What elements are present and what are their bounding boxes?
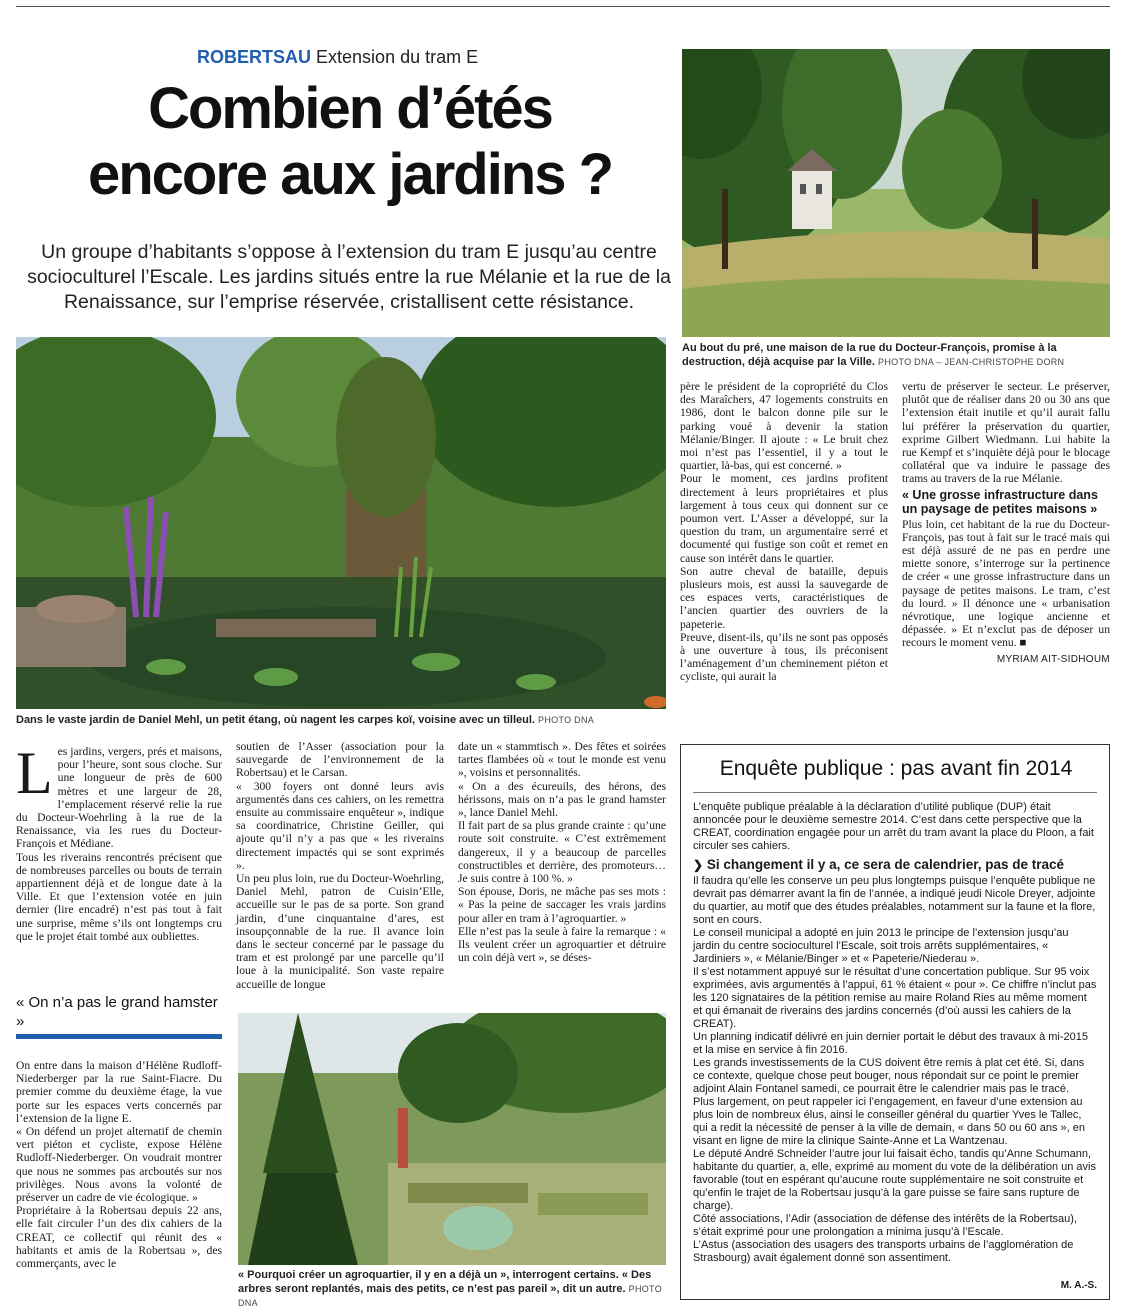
box-paragraph: Le député André Schneider l’autre jour lui faisait écho, tandis qu’Anne Schumann, habitante du quartier, a, elle, exprimé au moment du vote de la délibération un avis favorable (tout en espérant qu’aucune route supplémentaire ne soit construite et qu’enfin le trajet de la Robertsau jusqu’à la gare puisse se faire sans rupture de charge). xyxy=(693,1148,1096,1212)
article-paragraph: es jardins, vergers, prés et maisons, pour l’heure, sont sous cloche. Sur une longueur de près de 600 mètres et une largeur de 28, l’emplacement réservé relie la rue du Docteur-Woehrling à la rue de la Renaissance, via les rues du Docteur-François et Médiane. xyxy=(16,745,222,851)
meadow-photo-credit: PHOTO DNA – JEAN-CHRISTOPHE DORN xyxy=(878,357,1065,367)
article-paragraph: Un peu plus loin, rue du Docteur-Woehrling, Daniel Mehl, patron de Cuisin’Elle, accueille sur le pas de sa porte. Son grand jardin, d’une cinquantaine d’ares, est insoupçonnable de la rue. Il avance loin dans le secteur concerné par le passage du tram et est prolongé par une parcelle qu’il loue à la municipalité. Son vaste repaire accueille de longue xyxy=(236,872,444,991)
article-column-1b xyxy=(16,1059,222,1270)
box-paragraph: Un planning indicatif délivré en juin dernier portait le début des travaux à mi-2015 et la mise en service à fin 2016. xyxy=(693,1031,1089,1056)
box-body xyxy=(693,801,1097,1292)
box-title: Enquête publique : pas avant fin 2014 xyxy=(719,757,1073,780)
box-paragraph: L’Astus (association des usagers des transports urbains de l’agglomération de Strasbourg) avait également donné son assentiment. xyxy=(693,1239,1074,1264)
box-paragraph: Les grands investissements de la CUS doivent être remis à plat cet été. Si, dans ce contexte, quelque chose peut bouger, nous répondait sur ce point le premier adjoint Alain Fontanel samedi, ce pourrait être le calendrier mais pas le tracé. xyxy=(693,1057,1085,1095)
box-subhead-text: Si changement il y a, ce sera de calendrier, pas de tracé xyxy=(706,857,1065,872)
article-paragraph: soutien de l’Asser (association pour la sauvegarde de l’environnement de la Robertsau) et le Carsan. xyxy=(236,740,444,780)
article-paragraph: Il fait part de sa plus grande crainte : qu’une route soit construite. « C’est extrêmement dangereux, il y a beaucoup de parcelles constructibles et derrière, des promoteurs… Je suis contre à 100 %. » xyxy=(458,819,666,886)
kicker-topic: Extension du tram E xyxy=(316,47,479,67)
article-paragraph: Tous les riverains rencontrés précisent que de nombreuses parcelles ou bouts de terrain appartiennent déjà et de longue date à la Ville. Et que l’extension votée en juin dernier (lire encadré) n’est pas tout à fait une surprise, même s’ils ont longtemps cru que le projet était tombé aux oubliettes. xyxy=(16,850,222,943)
article-paragraph: « 300 foyers ont donné leurs avis argumentés dans ces cahiers, on les remettra ensuite au commissaire enquêteur », indique sa coordinatrice, Christine Geiller, qui ajoute qu’il n’y a pas que « les riverains directement impactés qui se sont exprimés ». xyxy=(236,779,444,872)
meadow-caption xyxy=(682,341,1110,369)
box-signature: M. A.-S. xyxy=(1060,1280,1097,1291)
pond-photo-credit: PHOTO DNA xyxy=(538,715,595,725)
garden-photo[interactable] xyxy=(238,1013,666,1265)
box-intro: L’enquête publique préalable à la déclaration d’utilité publique (DUP) était annoncée pour le deuxième semestre 2014. C’est dans cette perspective que la CREAT, coordination engagée pour un arrêt du tram avant la place du Ploon, a fait circuler ses cahiers. xyxy=(693,801,1094,852)
box-subhead xyxy=(693,857,1097,873)
author-signature: MYRIAM AIT-SIDHOUM xyxy=(996,653,1110,665)
meadow-photo-image xyxy=(682,49,1110,337)
article-paragraph: Preuve, disent-ils, qu’ils ne sont pas opposés à une ouverture à tous, ils préconisent l’aménagement d’un cheminement piéton et cycliste, qui aurait la xyxy=(680,630,888,684)
meadow-caption-text: Au bout du pré, une maison de la rue du Docteur-François, promise à la destruction, déjà acquise par la Ville. xyxy=(682,342,1057,368)
pond-caption xyxy=(16,713,666,727)
article-paragraph: Elle n’est pas la seule à faire la remarque : « Ils veulent créer un agroquartier et détruire un coin déjà vert », se déses- xyxy=(458,924,666,965)
headline-line1: Combien d’étés xyxy=(148,76,552,141)
article-paragraph: « On défend un projet alternatif de chemin vert piéton et cycliste, expose Hélène Rudloff-Niederberger. On voudrait montrer que nous ne sommes pas arcboutés sur nos privilèges. Nous avons la volonté de préserver un cadre de vie écologique. » xyxy=(16,1125,222,1205)
article-column-5 xyxy=(902,380,1110,666)
meadow-photo[interactable] xyxy=(682,49,1110,337)
box-paragraph: Il s’est notamment appuyé sur le résultat d’une concertation publique. Sur 95 voix exprimées, avis argumentés à l’appui, 61 % étaient « pour ». Ce chiffre n’inclut pas les 120 signataires de la pétition remise au maire Roland Ries au même moment et qui émanait de riverains des jardins concernés (d’où aussi les cahiers de la CREAT). xyxy=(693,966,1097,1030)
subhead-infrastructure: « Une grosse infrastructure dans un paysage de petites maisons » xyxy=(902,487,1098,516)
article-paragraph: On entre dans la maison d’Hélène Rudloff-Niederberger par la rue Saint-Fiacre. Du premier comme du deuxième étage, la vue porte sur les espaces verts concernés par l’extension de la ligne E. xyxy=(16,1059,222,1125)
kicker-rubric[interactable]: ROBERTSAU xyxy=(197,47,312,67)
kicker xyxy=(197,47,478,68)
article-paragraph: père le président de la copropriété du Clos des Maraîchers, 47 logements construits en 1986, dont le balcon donne pile sur le parking voué à devenir la station Mélanie/Binger. Il ajoute : « Le bruit chez moi n’est pas l’essentiel, il y a tout le quartier, là-bas, qui est concerné. » xyxy=(680,380,888,473)
article-paragraph: date un « stammtisch ». Des fêtes et soirées tartes flambées où « tout le monde est venu », voisins et personnalités. xyxy=(458,740,666,780)
box-paragraph: Côté associations, l’Adir (association de défense des intérêts de la Robertsau), s’était exprimé pour une prolongation a minima jusqu’à l’Escale. xyxy=(693,1213,1077,1238)
box-paragraph: Il faudra qu’elle les conserve un peu plus longtemps puisque l’enquête publique ne devrait pas démarrer avant la fin de l’année, a indiqué jeudi Nicole Dreyer, adjointe du quartier, au motif que des études préalables, notamment sur la faune et la flore, sont en cours. xyxy=(693,875,1096,926)
article-paragraph: Son épouse, Doris, ne mâche pas ses mots : « Pas la peine de saccager les vrais jardins pour aller en tram à l’agroquartier. » xyxy=(458,885,666,925)
box-rule xyxy=(693,792,1097,793)
top-rule xyxy=(16,6,1110,7)
box-paragraph: Plus largement, on peut rappeler ici l’engagement, en faveur d’une extension au plus loin de nombreux élus, ainsi le conseiller général du quartier Yves le Tallec, qui a redit la nécessité de penser à la ville de demain, « dans 50 ou 60 ans », en visant en ligne de mire la clinique Sainte-Anne et La Wantzenau. xyxy=(693,1096,1085,1147)
pond-photo-image xyxy=(16,337,666,709)
garden-caption-text: « Pourquoi créer un agroquartier, il y en a déjà un », interrogent certains. « Des arbres seront replantés, mais des petits, ce n’est pas pareil », dit un autre. xyxy=(238,1269,652,1295)
garden-photo-image xyxy=(238,1013,666,1265)
garden-caption xyxy=(238,1268,666,1310)
article-paragraph: Propriétaire à la Robertsau depuis 22 ans, elle fait circuler l’un des dix cahiers de la CREAT, ce collectif qui réunit des « habitants et amis de la Robertsau », des commerçants, avec le xyxy=(16,1204,222,1271)
garden-photo-credit: PHOTO DNA xyxy=(238,1284,662,1308)
subhead-hamster: « On n’a pas le grand hamster » xyxy=(16,994,218,1030)
pond-caption-text: Dans le vaste jardin de Daniel Mehl, un petit étang, où nagent les carpes koï, voisine avec un tilleul. xyxy=(16,714,535,726)
article-paragraph: Son autre cheval de bataille, depuis plusieurs mois, est aussi la sauvegarde de ces espaces verts, caractéristiques de l’ancien quartier des ouvriers de la papeterie. xyxy=(680,564,888,631)
headline-line2: encore aux jardins ? xyxy=(87,142,613,207)
article-column-4 xyxy=(680,380,888,684)
pond-photo[interactable] xyxy=(16,337,666,709)
headline xyxy=(30,76,670,208)
chapo: Un groupe d’habitants s’oppose à l’extension du tram E jusqu’au centre socioculturel l’Escale. Les jardins situés entre la rue Mélanie et la rue de la Renaissance, sur l’emprise réservée, cristallisent cette résistance. xyxy=(27,241,671,313)
subhead-bar xyxy=(16,1034,222,1039)
article-paragraph: Pour le moment, ces jardins profitent directement à leurs propriétaires et plus largement à tous ceux qui donnent sur ce poumon vert. L’Asser a développé, sur la question du tram, un argumentaire serré et documenté qui fustige son coût et remet en cause son intérêt dans le quartier. xyxy=(680,472,888,565)
article-column-1 xyxy=(16,740,222,943)
chevron-right-icon: ❯ xyxy=(693,858,704,872)
article-paragraph: Plus loin, cet habitant de la rue du Docteur-François, pas tout à fait sur le tracé mais qui est déjà assuré de ne pas en perdre une miette sonore, s’interroge sur la pertinence de créer « une grosse infrastructure dans un paysage de petites maisons. Le tram, c’est du lourd. » Il dénonce une « urbanisation névrotique, une logique ancienne et dépassée. » Et n’exclut pas de déposer un recours le moment venu. ■ xyxy=(902,517,1110,650)
article-column-3 xyxy=(458,740,666,964)
enquete-box xyxy=(680,744,1110,1300)
article-paragraph: vertu de préserver le secteur. Le préserver, plutôt que de réaliser dans 20 ou 30 ans que l’extension était inutile et qu’il aurait fallu lui préférer la préservation du quartier, exprime Gilbert Wiedmann. Lui habite la rue Kempf et s’inquiète déjà pour le blocage collatéral que va induire le passage des trams au travers de la rue Mélanie. xyxy=(902,380,1110,486)
article-column-2 xyxy=(236,740,444,991)
box-paragraph: Le conseil municipal a adopté en juin 2013 le principe de l’extension jusqu’au jardin du centre socioculturel l’Escale, soit trois arrêts supplémentaires, « Jardiniers », « Mélanie/Binger » et « Papeterie/Niederau ». xyxy=(693,927,1069,965)
dropcap: L xyxy=(16,740,53,806)
article-paragraph: « On a des écureuils, des hérons, des hérissons, mais on n’a pas le grand hamster », lance Daniel Mehl. xyxy=(458,779,666,820)
